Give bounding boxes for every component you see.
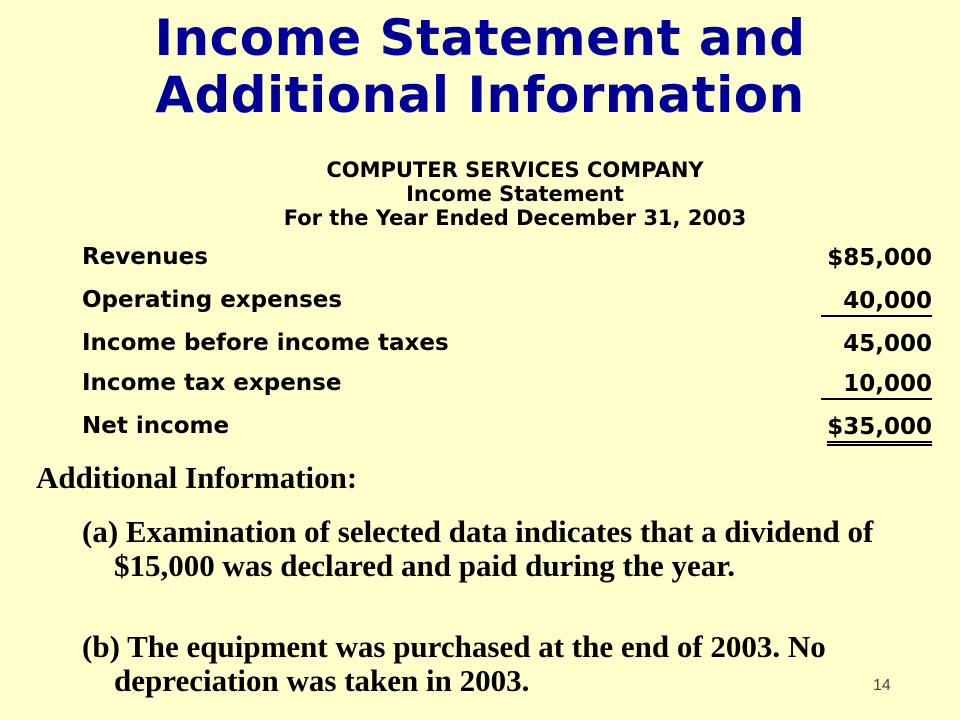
statement-row-operating-expenses	[82, 287, 932, 321]
statement-period: For the Year Ended December 31, 2003	[283, 206, 747, 230]
statement-row-net-income	[82, 413, 932, 447]
slide-title-line-1: Income Statement and	[154, 9, 806, 67]
row-amount: 40,000	[821, 287, 932, 317]
row-label: Revenues	[82, 244, 208, 270]
statement-row-income-before-taxes	[82, 330, 932, 364]
row-label: Net income	[82, 413, 230, 439]
statement-row-income-tax-expense	[82, 370, 932, 404]
row-label: Income tax expense	[82, 370, 342, 396]
slide-title	[0, 10, 960, 124]
statement-name: Income Statement	[406, 182, 624, 206]
row-amount: 45,000	[843, 331, 932, 357]
row-label: Operating expenses	[82, 287, 343, 313]
slide-title-line-2: Additional Information	[155, 66, 805, 124]
row-amount: $85,000	[827, 245, 932, 271]
additional-info-heading: Additional Information:	[36, 460, 358, 495]
statement-header	[0, 158, 960, 230]
company-name: COMPUTER SERVICES COMPANY	[326, 158, 704, 182]
row-amount: 10,000	[821, 370, 932, 400]
additional-item-a: (a) Examination of selected data indicates that a dividend of $15,000 was declared and paid during the year.	[82, 514, 874, 583]
row-label: Income before income taxes	[82, 330, 449, 356]
row-amount: $35,000	[827, 413, 932, 446]
statement-row-revenues	[82, 244, 932, 278]
additional-item-b: (b) The equipment was purchased at the end of 2003. No depreciation was taken in 2003.	[82, 629, 826, 698]
page-number: 14	[873, 677, 891, 694]
